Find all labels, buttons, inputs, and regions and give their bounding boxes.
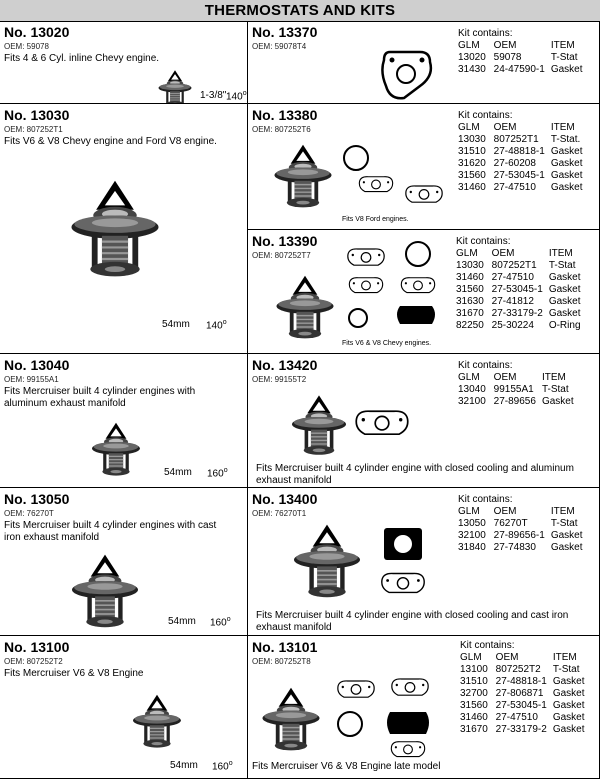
kit-cell: 27-89656-1	[493, 530, 545, 541]
kit-cell: 31510	[460, 676, 488, 687]
part-number: No. 13030	[4, 107, 70, 123]
kit-cell: T-Stat	[550, 518, 578, 529]
gasket-illustration	[352, 404, 412, 444]
kit-cell: 31560	[460, 700, 488, 711]
kit-cell: 27-48818-1	[493, 146, 545, 157]
part-number: No. 13020	[4, 24, 70, 40]
kit-header-cell: OEM	[495, 652, 519, 663]
thermostat-illustration	[256, 682, 326, 754]
part-number: No. 13101	[252, 639, 318, 655]
kit-cell: Gasket	[550, 158, 583, 169]
kit-row	[458, 158, 589, 170]
kit-contents	[458, 360, 580, 408]
kit-header-row	[458, 122, 589, 134]
kit-cell: 31620	[458, 158, 486, 169]
kit-cell: Gasket	[552, 724, 585, 735]
kit-cell: 31560	[458, 170, 486, 181]
fitment: Fits Mercruiser built 4 cylinder engine with closed cooling and cast iron exhaust manifold	[256, 610, 569, 633]
kit-row	[456, 296, 587, 308]
spec-temperature: 160$^o$	[207, 467, 228, 480]
kit-13400	[248, 488, 600, 636]
kit-header-row	[458, 506, 589, 518]
kit-13420	[248, 354, 600, 488]
kit-row	[458, 170, 589, 182]
kit-row	[458, 146, 589, 158]
part-number: No. 13420	[252, 357, 318, 373]
fitment: Fits Mercruiser built 4 cylinder engines with cast iron exhaust manifold	[4, 520, 217, 543]
kit-row	[458, 134, 589, 146]
kit-contents	[456, 236, 587, 332]
kit-cell: Gasket	[548, 272, 581, 283]
kit-label: Kit contains:	[456, 236, 511, 247]
kit-cell: 807252T2	[495, 664, 541, 675]
kit-header-cell: ITEM	[541, 372, 566, 383]
fitment-caption: Fits V8 Ford engines.	[342, 216, 409, 223]
kit-cell: 27-47510	[491, 272, 534, 283]
thermostat-illustration	[284, 388, 354, 458]
kit-cell: Gasket	[550, 64, 583, 75]
kit-header-cell: ITEM	[550, 40, 575, 51]
kit-cell: 27-48818-1	[495, 676, 547, 687]
kit-cell: 31630	[456, 296, 484, 307]
kit-cell: O-Ring	[548, 320, 581, 331]
kit-cell: Gasket	[541, 396, 574, 407]
kit-cell: 27-53045-1	[491, 284, 543, 295]
oem-number: OEM: 99155A1	[4, 375, 59, 384]
kit-row	[460, 724, 591, 736]
kit-cell: 27-33179-2	[491, 308, 543, 319]
kit-cell: Gasket	[552, 700, 585, 711]
fitment-caption: Fits V6 & V8 Chevy engines.	[342, 340, 432, 347]
kit-cell: 25-30224	[491, 320, 534, 331]
kit-cell: T-Stat.	[550, 134, 581, 145]
gasket-set-illustration	[336, 140, 446, 216]
kit-row	[458, 64, 589, 76]
part-number: No. 13100	[4, 639, 70, 655]
kit-cell: T-Stat	[548, 260, 576, 271]
kit-cell: 13100	[460, 664, 488, 675]
kit-cell: 32100	[458, 396, 486, 407]
kit-cell: 31430	[458, 64, 486, 75]
kit-cell: Gasket	[548, 308, 581, 319]
kit-cell: 807252T1	[491, 260, 537, 271]
part-number: No. 13400	[252, 491, 318, 507]
oem-number: OEM: 59078	[4, 42, 49, 51]
kit-header-cell: GLM	[458, 372, 480, 383]
kit-row	[460, 688, 591, 700]
kit-13370	[248, 22, 600, 104]
oem-number: OEM: 807252T8	[252, 657, 311, 666]
gasket-set-illustration	[328, 668, 458, 760]
kit-cell: 27-53045-1	[493, 170, 545, 181]
kit-header-cell: ITEM	[550, 506, 575, 517]
kit-label: Kit contains:	[458, 110, 513, 121]
kit-header-cell: OEM	[493, 372, 517, 383]
kit-cell: Gasket	[550, 146, 583, 157]
kit-header-cell: ITEM	[552, 652, 577, 663]
kit-cell: 807252T1	[493, 134, 539, 145]
kit-cell: Gasket	[550, 182, 583, 193]
kit-cell: 31840	[458, 542, 486, 553]
kit-row	[458, 530, 589, 542]
kit-cell: 27-47510	[493, 182, 536, 193]
kit-table	[458, 506, 589, 554]
kit-row	[456, 272, 587, 284]
kit-header-cell: GLM	[460, 652, 482, 663]
spec-size: 54mm	[170, 760, 198, 771]
kit-row	[460, 664, 591, 676]
kit-header-row	[458, 372, 580, 384]
kit-cell: 31460	[460, 712, 488, 723]
kit-row	[458, 542, 589, 554]
kit-row	[458, 384, 580, 396]
kit-header-cell: OEM	[491, 248, 515, 259]
gasket-set-illustration	[338, 238, 448, 338]
page-title: THERMOSTATS AND KITS	[0, 0, 600, 22]
kit-cell: 76270T	[493, 518, 528, 529]
kit-table	[460, 652, 591, 736]
thermostat-illustration	[86, 416, 146, 478]
kit-cell: 27-74830	[493, 542, 536, 553]
kit-table	[458, 40, 589, 76]
thermostat-illustration	[268, 139, 338, 209]
kit-cell: 31560	[456, 284, 484, 295]
oem-number: OEM: 807252T6	[252, 125, 311, 134]
thermostat-illustration	[60, 174, 170, 284]
kit-cell: Gasket	[550, 530, 583, 541]
kit-row	[460, 700, 591, 712]
kit-row	[456, 308, 587, 320]
kit-cell: Gasket	[548, 284, 581, 295]
oem-number: OEM: 807252T1	[4, 125, 63, 134]
kit-cell: 27-60208	[493, 158, 536, 169]
kit-table	[456, 248, 587, 332]
kit-cell: 31510	[458, 146, 486, 157]
fitment: Fits Mercruiser V6 & V8 Engine	[4, 668, 144, 679]
kit-row	[458, 182, 589, 194]
kit-cell: T-Stat	[541, 384, 569, 395]
kit-cell: 24-47590-1	[493, 64, 545, 75]
spec-temperature: 160$^o$	[212, 760, 233, 773]
kit-cell: 27-53045-1	[495, 700, 547, 711]
kit-cell: Gasket	[548, 296, 581, 307]
oem-number: OEM: 76270T	[4, 509, 54, 518]
part-number: No. 13390	[252, 233, 318, 249]
fitment: Fits 4 & 6 Cyl. inline Chevy engine.	[4, 53, 160, 64]
product-13050	[0, 488, 248, 636]
thermostat-illustration	[270, 270, 340, 340]
kit-contents	[458, 110, 589, 194]
kit-row	[460, 676, 591, 688]
kit-header-row	[458, 40, 589, 52]
kit-header-cell: GLM	[458, 506, 480, 517]
kit-cell: 31460	[456, 272, 484, 283]
kit-header-cell: ITEM	[548, 248, 573, 259]
fitment: Fits Mercruiser V6 & V8 Engine late model	[252, 761, 441, 772]
kit-cell: 31460	[458, 182, 486, 193]
kit-13101	[248, 636, 600, 779]
kit-header-cell: ITEM	[550, 122, 575, 133]
spec-size: 54mm	[168, 616, 196, 627]
product-13040	[0, 354, 248, 488]
oem-number: OEM: 807252T2	[4, 657, 63, 666]
kit-cell: 27-33179-2	[495, 724, 547, 735]
part-number: No. 13370	[252, 24, 318, 40]
thermostat-illustration	[284, 520, 370, 600]
thermostat-illustration	[62, 550, 148, 630]
kit-header-row	[460, 652, 591, 664]
kit-header-cell: GLM	[458, 40, 480, 51]
kit-header-cell: OEM	[493, 122, 517, 133]
spec-size: 54mm	[162, 319, 190, 330]
kit-cell: 99155A1	[493, 384, 534, 395]
gasket-illustration	[376, 46, 436, 104]
kit-cell: Gasket	[552, 688, 585, 699]
kit-label: Kit contains:	[458, 360, 513, 371]
kit-cell: 32100	[458, 530, 486, 541]
kit-cell: Gasket	[552, 676, 585, 687]
kit-contents	[460, 640, 591, 736]
kit-row	[460, 712, 591, 724]
product-13100	[0, 636, 248, 779]
kit-contents	[458, 28, 589, 76]
kit-13390	[248, 230, 600, 354]
part-number: No. 13380	[252, 107, 318, 123]
kit-header-cell: OEM	[493, 40, 517, 51]
kit-contents	[458, 494, 589, 554]
fitment: Fits Mercruiser built 4 cylinder engines with aluminum exhaust manifold	[4, 386, 196, 409]
kit-cell: Gasket	[550, 542, 583, 553]
kit-cell: 31670	[456, 308, 484, 319]
kit-header-row	[456, 248, 587, 260]
kit-cell: 13040	[458, 384, 486, 395]
kit-cell: 27-89656	[493, 396, 536, 407]
kit-cell: 27-47510	[495, 712, 538, 723]
product-13020	[0, 22, 248, 104]
kit-cell: 27-41812	[491, 296, 534, 307]
kit-cell: 32700	[460, 688, 488, 699]
kit-header-cell: GLM	[456, 248, 478, 259]
kit-13380	[248, 104, 600, 230]
kit-header-cell: OEM	[493, 506, 517, 517]
kit-row	[458, 396, 580, 408]
oem-number: OEM: 99155T2	[252, 375, 307, 384]
kit-label: Kit contains:	[458, 28, 513, 39]
kit-cell: 13050	[458, 518, 486, 529]
kit-label: Kit contains:	[460, 640, 515, 651]
kit-cell: 13020	[458, 52, 486, 63]
part-number: No. 13050	[4, 491, 70, 507]
spec-temperature: 160$^o$	[210, 616, 231, 629]
oem-number: OEM: 76270T1	[252, 509, 307, 518]
kit-cell: Gasket	[550, 170, 583, 181]
part-number: No. 13040	[4, 357, 70, 373]
oem-number: OEM: 59078T4	[252, 42, 307, 51]
kit-row	[456, 260, 587, 272]
kit-cell: Gasket	[552, 712, 585, 723]
kit-row	[456, 320, 587, 332]
spec-size: 54mm	[164, 467, 192, 478]
kit-cell: 82250	[456, 320, 484, 331]
fitment: Fits V6 & V8 Chevy engine and Ford V8 engine.	[4, 136, 217, 147]
fitment: Fits Mercruiser built 4 cylinder engine with closed cooling and aluminum exhaust manifold	[256, 463, 574, 486]
kit-cell: 13030	[458, 134, 486, 145]
gasket-set-illustration	[378, 524, 430, 606]
kit-header-cell: GLM	[458, 122, 480, 133]
spec-temperature: 140$^o$	[226, 90, 247, 103]
oem-number: OEM: 807252T7	[252, 251, 311, 260]
kit-row	[456, 284, 587, 296]
product-13030	[0, 104, 248, 354]
kit-table	[458, 372, 580, 408]
kit-cell: 59078	[493, 52, 522, 63]
kit-row	[458, 52, 589, 64]
kit-cell: 27-806871	[495, 688, 544, 699]
spec-size: 1-3/8"	[200, 90, 227, 101]
kit-table	[458, 122, 589, 194]
kit-cell: T-Stat	[552, 664, 580, 675]
spec-temperature: 140$^o$	[206, 319, 227, 332]
kit-row	[458, 518, 589, 530]
kit-cell: 13030	[456, 260, 484, 271]
thermostat-illustration	[126, 688, 188, 750]
kit-cell: 31670	[460, 724, 488, 735]
kit-label: Kit contains:	[458, 494, 513, 505]
thermostat-illustration	[150, 65, 200, 104]
kit-cell: T-Stat	[550, 52, 578, 63]
